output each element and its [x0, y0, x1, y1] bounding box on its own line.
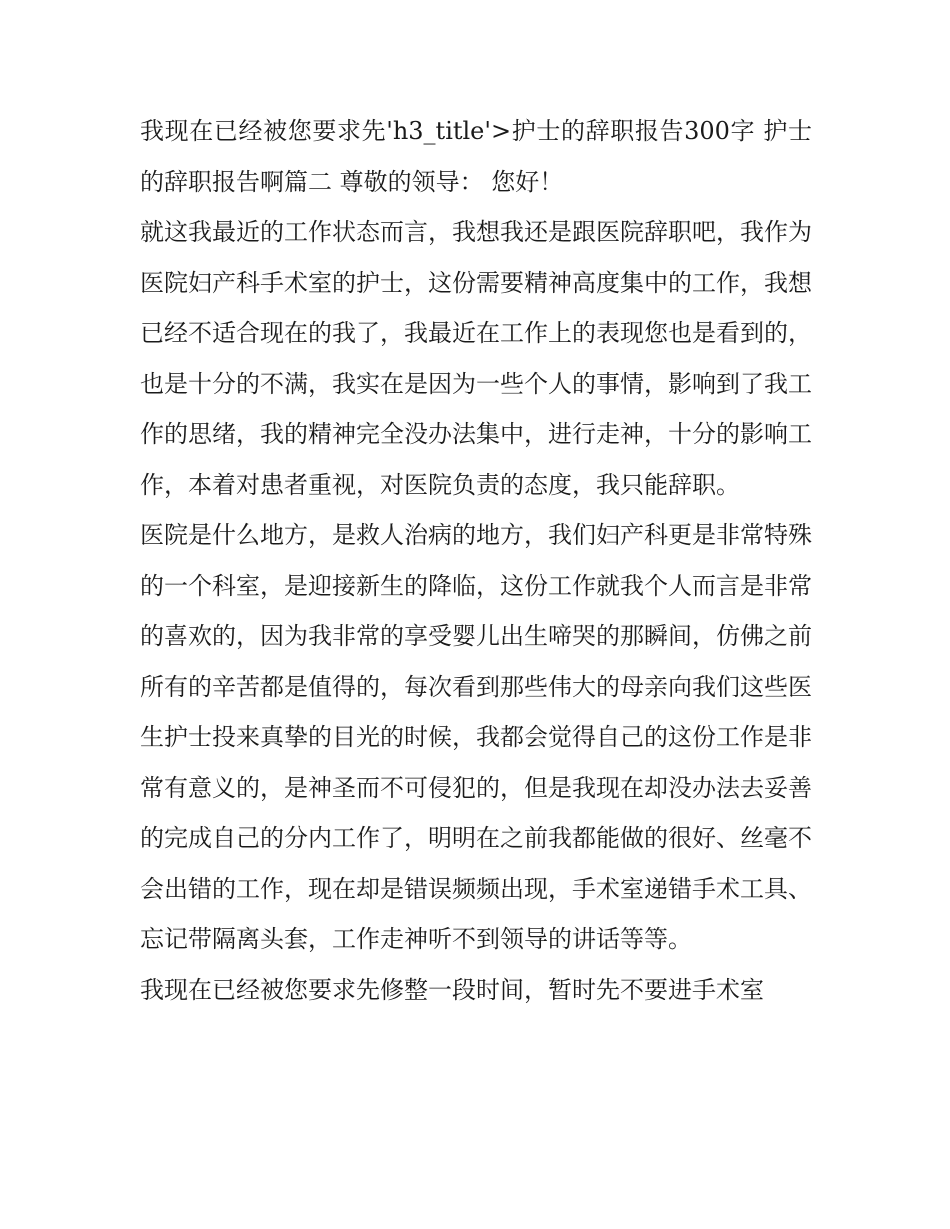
- paragraph-hospital: 医院是什么地方，是救人治病的地方，我们妇产科更是非常特殊的一个科室，是迎接新生的降临，这份工作就我个人而言是非常的喜欢的，因为我非常的享受婴儿出生啼哭的那瞬间，仿佛之前所有的辛苦都是值得的，每次看到那些伟大的母亲向我们这些医生护士投来真挚的目光的时候，我都会觉得自己的这份工作是非常有意义的，是神圣而不可侵犯的，但是我现在却没办法去妥善的完成自己的分内工作了，明明在之前我都能做的很好、丝毫不会出错的工作，现在却是错误频频出现，手术室递错手术工具、忘记带隔离头套，工作走神听不到领导的讲话等等。: [140, 521, 812, 953]
- document-body: [140, 106, 812, 1015]
- paragraph-intro: 我现在已经被您要求先'h3_title'>护士的辞职报告300字 护士的辞职报告啊篇二 尊敬的领导： 您好！: [140, 117, 812, 196]
- paragraph-closing: 我现在已经被您要求先修整一段时间，暂时先不要进手术室: [140, 975, 764, 1004]
- paragraph-work-state: 就这我最近的工作状态而言，我想我还是跟医院辞职吧，我作为医院妇产科手术室的护士，这份需要精神高度集中的工作，我想已经不适合现在的我了，我最近在工作上的表现您也是看到的，也是十分的不满，我实在是因为一些个人的事情，影响到了我工作的思绪，我的精神完全没办法集中，进行走神，十分的影响工作，本着对患者重视，对医院负责的态度，我只能辞职。: [140, 218, 812, 499]
